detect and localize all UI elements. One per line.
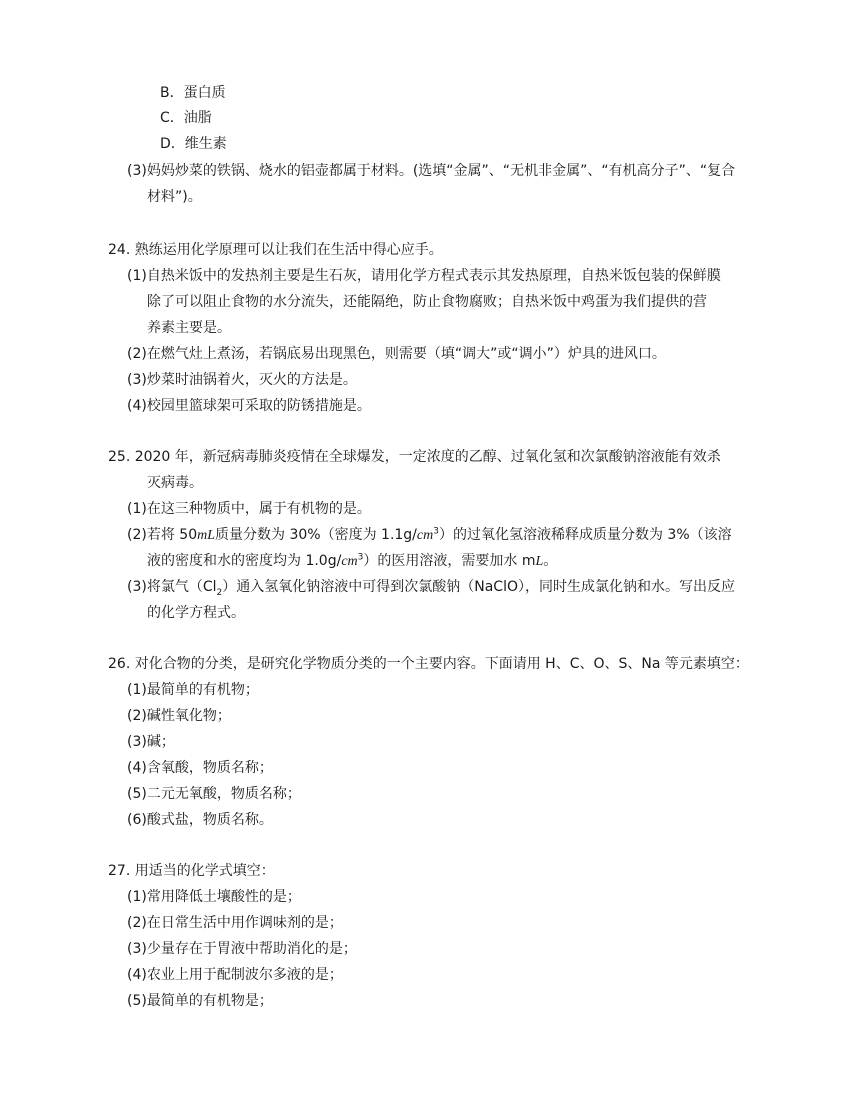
sub-number: (6) [127, 812, 147, 828]
q26-item-6 [127, 810, 273, 830]
sub-text: 少量存在于胃液中帮助消化的是； [146, 941, 357, 957]
sub-number: (4) [127, 967, 147, 983]
q25-sub1 [127, 499, 371, 519]
sub-text: ）通入氢氧化钠溶液中可得到次氯酸钠（NaClO），同时生成氯化钠和水。写出反应 [222, 579, 735, 595]
sub-number: (5) [127, 786, 147, 802]
q27-item-4 [127, 965, 343, 985]
sub-text: 。 [543, 553, 558, 569]
sub-number: (2) [127, 527, 147, 543]
sub-number: (1) [127, 268, 147, 284]
sub-text: 碱性氧化物； [146, 708, 231, 724]
sub-number: (3) [127, 941, 147, 957]
sub-text: 农业上用于配制波尔多液的是； [146, 967, 343, 983]
q24-sub1 [127, 266, 721, 286]
q26-item-2 [127, 706, 231, 726]
sub-text: 在燃气灶上煮汤，若锅底易出现黑色，则需要（填“调大”或“调小”）炉具的进风口。 [146, 346, 666, 362]
unit-l: L [535, 554, 544, 569]
sub-text: 碱； [146, 734, 175, 750]
sub-number: (2) [127, 346, 147, 362]
q25-stem: 25. 2020 年，新冠病毒肺炎疫情在全球爆发，一定浓度的乙醇、过氧化氢和次氯酸钠溶液能有效杀 [108, 449, 721, 465]
q27-item-5 [127, 991, 273, 1011]
sub-number: (4) [127, 398, 147, 414]
sub-number: (1) [127, 889, 147, 905]
q24-stem: 24. 熟练运用化学原理可以让我们在生活中得心应手。 [108, 242, 443, 258]
option-letter: B． [160, 85, 184, 101]
sub-text: 含氧酸，物质名称； [146, 760, 273, 776]
q25-sub3 [127, 577, 735, 597]
q24-sub1-cont2: 养素主要是。 [147, 320, 231, 336]
sub-text: 妈妈炒菜的铁锅、烧水的铝壶都属于材料。(选填“金属”、“无机非金属”、“有机高分子”、“复合 [146, 163, 736, 179]
option-letter: D． [160, 136, 185, 152]
sub-text: 自热米饭中的发热剂主要是生石灰，请用化学方程式表示其发热原理，自热米饭包装的保鲜膜 [146, 268, 721, 284]
sub-number: (4) [127, 760, 147, 776]
sub-text: 质量分数为 30%（密度为 1.1g/ [215, 527, 417, 543]
sub-text: ）的过氧化氢溶液稀释成质量分数为 3%（该溶 [438, 527, 732, 543]
q26-item-5 [127, 784, 301, 804]
subscript: 2 [216, 587, 223, 598]
q23-sub3 [127, 161, 735, 181]
superscript: 3 [357, 552, 364, 563]
sub-number: (2) [127, 915, 147, 931]
sub-number: (3) [127, 163, 147, 179]
option-text: 蛋白质 [183, 85, 226, 101]
sub-text: 液的密度和水的密度均为 1.0g/ [147, 553, 342, 569]
option-letter: C． [160, 110, 184, 126]
sub-number: (3) [127, 372, 147, 388]
sub-text: ）的医用溶液，需要加水 m [363, 553, 536, 569]
sub-number: (3) [127, 579, 147, 595]
sub-text: 若将 50 [146, 527, 198, 543]
sub-text: 常用降低土壤酸性的是； [146, 889, 301, 905]
q24-sub4 [127, 396, 371, 416]
sub-text: 在这三种物质中，属于有机物的是。 [146, 501, 371, 517]
sub-number: (1) [127, 682, 147, 698]
sub-text: 酸式盐，物质名称。 [146, 812, 273, 828]
option-text: 维生素 [184, 136, 227, 152]
sub-number: (1) [127, 501, 147, 517]
unit-ml: mL [197, 528, 216, 543]
option-d [160, 134, 227, 154]
sub-number: (3) [127, 734, 147, 750]
q25-sub2 [127, 525, 732, 546]
sub-text: 二元无氧酸，物质名称； [146, 786, 301, 802]
q24-sub2 [127, 344, 666, 364]
q26-item-4 [127, 758, 273, 778]
q25-stem-cont: 灭病毒。 [147, 475, 203, 491]
q27-item-3 [127, 939, 357, 959]
sub-text: 最简单的有机物； [146, 682, 259, 698]
unit-cm: cm [416, 528, 434, 543]
q26-stem: 26. 对化合物的分类，是研究化学物质分类的一个主要内容。下面请用 H、C、O、S、Na 等元素填空： [108, 656, 749, 672]
sub-number: (2) [127, 708, 147, 724]
option-text: 油脂 [183, 110, 212, 126]
sub-text: 在日常生活中用作调味剂的是； [146, 915, 343, 931]
q27-stem: 27. 用适当的化学式填空： [108, 863, 275, 879]
sub-text: 校园里篮球架可采取的防锈措施是。 [146, 398, 371, 414]
sub-text: 炒菜时油锅着火，灭火的方法是。 [146, 372, 357, 388]
unit-cm: cm [341, 554, 358, 569]
q26-item-1 [127, 680, 259, 700]
option-c [160, 108, 212, 128]
q25-sub3-cont: 的化学方程式。 [147, 605, 245, 621]
q27-item-2 [127, 913, 343, 933]
superscript: 3 [433, 526, 439, 537]
q26-item-3 [127, 732, 175, 752]
sub-text: 将氯气（Cl [146, 579, 217, 595]
q24-sub3 [127, 370, 357, 390]
q27-item-1 [127, 887, 301, 907]
sub-number: (5) [127, 993, 147, 1009]
q24-sub1-cont1: 除了可以阻止食物的水分流失，还能隔绝，防止食物腐败；自热米饭中鸡蛋为我们提供的营 [147, 294, 707, 310]
option-b [160, 83, 226, 103]
sub-text: 最简单的有机物是； [146, 993, 273, 1009]
q23-sub3-cont: 材料”)。 [147, 189, 202, 205]
q25-sub2-cont [147, 551, 557, 572]
